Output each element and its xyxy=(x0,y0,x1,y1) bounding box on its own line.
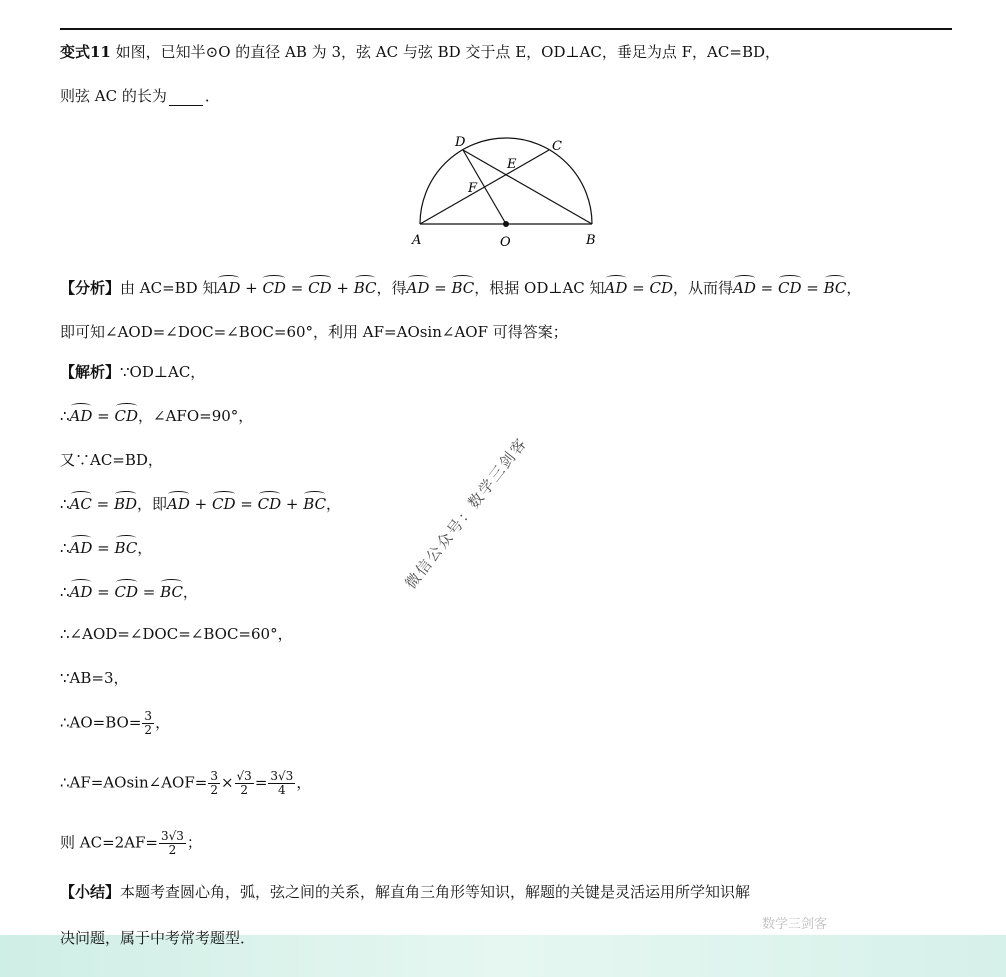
solution-line-8 xyxy=(60,710,170,737)
arc: AD xyxy=(69,583,93,601)
numerator: 3√3 xyxy=(270,769,294,783)
fraction xyxy=(159,830,186,857)
op: + xyxy=(189,495,213,513)
problem-line-2 xyxy=(60,86,220,106)
op: = xyxy=(755,279,778,297)
answer-blank xyxy=(169,91,203,106)
text: ，从而得 xyxy=(673,279,734,297)
arc: BC xyxy=(823,279,847,297)
analysis-line-2: 即可知∠AOD=∠DOC=∠BOC=60°，利用 AF=AOsin∠AOF 可得答案； xyxy=(60,323,568,341)
problem-period: ． xyxy=(204,87,220,105)
text: ∴ xyxy=(60,495,70,513)
summary-line-1 xyxy=(60,882,750,902)
op: = xyxy=(627,279,650,297)
text: ， xyxy=(326,495,342,513)
top-rule xyxy=(60,28,952,30)
problem-question: 则弦 AC 的长为 xyxy=(60,87,167,105)
solution-line-2: 又∵AC=BD， xyxy=(60,451,163,469)
semicircle-figure xyxy=(400,126,620,256)
text: ， xyxy=(155,713,171,732)
arc: BC xyxy=(114,539,138,557)
denominator: 4 xyxy=(278,783,286,797)
denominator: 2 xyxy=(210,783,218,797)
denominator: 2 xyxy=(168,843,177,857)
arc: BC xyxy=(160,583,183,601)
label-A: A xyxy=(412,233,422,248)
summary-line-2: 决问题，属于中考常考题型． xyxy=(60,929,256,947)
text: ，根据 OD⊥AC 知 xyxy=(474,279,605,297)
numerator: 3 xyxy=(210,769,218,783)
op: = xyxy=(92,407,115,425)
arc: AD xyxy=(733,279,756,297)
text: ， xyxy=(137,539,153,557)
arc: CD xyxy=(649,279,674,297)
problem-statement: 如图，已知半⊙O 的直径 AB 为 3，弦 AC 与弦 BD 交于点 E，OD⊥AC，垂足为点 F，AC=BD， xyxy=(115,43,780,61)
text: 本题考查圆心角，弧，弦之间的关系，解直角三角形等知识，解题的关键是灵活运用所学知识解 xyxy=(120,883,751,901)
text: ∴ xyxy=(60,407,70,425)
label-O: O xyxy=(500,235,511,250)
op: = xyxy=(285,279,309,297)
numerator: 3 xyxy=(144,709,153,723)
arc: BD xyxy=(113,495,138,513)
solution-line-9 xyxy=(60,770,311,797)
arc: AD xyxy=(217,279,241,297)
text: ， xyxy=(846,279,862,297)
denominator: 2 xyxy=(240,783,248,797)
numerator: √3 xyxy=(236,769,252,783)
text: ，即 xyxy=(137,495,168,513)
arc: CD xyxy=(114,583,139,601)
arc: AD xyxy=(604,279,628,297)
solution-line-6: ∴∠AOD=∠DOC=∠BOC=60°， xyxy=(60,625,293,643)
text: 则 AC=2AF= xyxy=(60,833,158,852)
arc: CD xyxy=(778,279,802,297)
label-E: E xyxy=(507,157,517,172)
arc: BC xyxy=(303,495,327,513)
arc: BC xyxy=(451,279,475,297)
semicircle-arc xyxy=(420,138,592,224)
arc: CD xyxy=(257,495,282,513)
fraction xyxy=(208,770,220,797)
op: = xyxy=(92,539,115,557)
arc: CD xyxy=(212,495,236,513)
arc: BC xyxy=(353,279,377,297)
solution-line-3 xyxy=(60,494,341,514)
bottom-watermark: 数学三剑客 xyxy=(762,917,828,932)
op: = xyxy=(254,773,268,792)
op: = xyxy=(235,495,258,513)
chord-BD xyxy=(463,150,592,224)
analysis-line-1 xyxy=(60,278,861,298)
numerator: 3√3 xyxy=(161,829,184,843)
summary-tag: 【小结】 xyxy=(60,883,121,901)
solution-line-0 xyxy=(60,362,205,382)
solution-tag: 【解析】 xyxy=(60,363,121,381)
denominator: 2 xyxy=(144,723,153,737)
op: × xyxy=(220,773,234,792)
center-point-O xyxy=(503,221,509,227)
text: ∴ xyxy=(60,583,70,601)
label-D: D xyxy=(455,135,466,150)
label-F: F xyxy=(468,181,478,196)
arc: CD xyxy=(262,279,286,297)
fraction xyxy=(268,770,295,797)
text: ∴ xyxy=(60,539,70,557)
diagonal-watermark: 微信公众号：数学三剑客 xyxy=(401,433,531,593)
op: + xyxy=(281,495,304,513)
text: ， xyxy=(296,773,312,792)
op: = xyxy=(92,583,115,601)
op: + xyxy=(240,279,263,297)
problem-tag: 变式11 xyxy=(60,43,111,61)
text: ∴AO=BO= xyxy=(60,713,142,732)
fraction xyxy=(142,710,154,737)
solution-line-10 xyxy=(60,830,202,857)
op: = xyxy=(91,495,114,513)
text: ， xyxy=(182,583,198,601)
solution-line-4 xyxy=(60,538,152,558)
text: ，∠AFO=90°， xyxy=(138,407,254,425)
text: ∴AF=AOsin∠AOF= xyxy=(60,773,208,792)
arc: AD xyxy=(69,407,93,425)
label-C: C xyxy=(552,139,562,154)
arc: CD xyxy=(114,407,139,425)
fraction xyxy=(235,770,254,797)
op: = xyxy=(138,583,161,601)
op: + xyxy=(331,279,354,297)
arc: AD xyxy=(69,539,93,557)
op: = xyxy=(801,279,824,297)
arc: CD xyxy=(308,279,332,297)
arc: AD xyxy=(406,279,430,297)
text: ； xyxy=(186,833,202,852)
analysis-tag: 【分析】 xyxy=(60,279,121,297)
solution-line-1 xyxy=(60,406,253,426)
text: ∵OD⊥AC， xyxy=(120,363,206,381)
label-B: B xyxy=(586,233,596,248)
solution-line-7: ∵AB=3， xyxy=(60,669,129,687)
arc: AC xyxy=(69,495,92,513)
text: ，得 xyxy=(376,279,407,297)
arc: AD xyxy=(167,495,190,513)
solution-line-5 xyxy=(60,582,198,602)
text: 由 AC=BD 知 xyxy=(120,279,218,297)
problem-line-1 xyxy=(60,42,780,62)
op: = xyxy=(429,279,452,297)
